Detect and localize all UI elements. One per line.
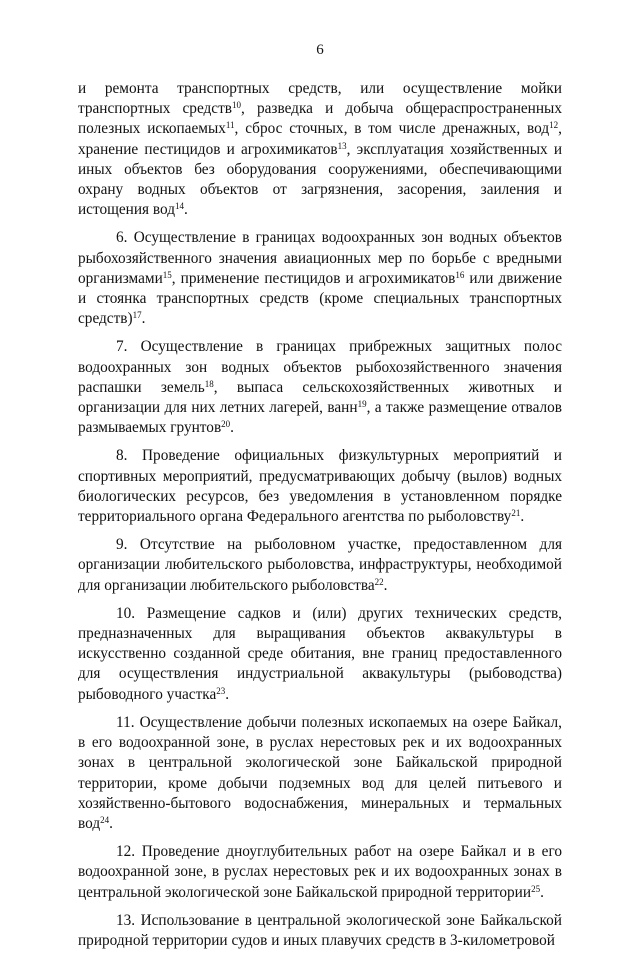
text-segment: . [141, 310, 146, 328]
footnote-ref[interactable]: 15 [162, 269, 172, 280]
text-segment: 11. Осуществление добычи полезных ископаемых на озере Байкал, в его водоохранной зоне, в руслах нерестовых рек и их водоохранных зонах в центральной экологической зоне Байкальской природной территории, кроме добычи подземных вод для целей питьевого и хозяйственно-бытового водоснабжения, минеральных и термальных вод [78, 713, 562, 832]
paragraph-item-7 [78, 337, 562, 438]
paragraph-item-6 [78, 228, 562, 329]
text-segment: и ремонта транспортных средств, или осуществление мойки транспортных средств [78, 80, 562, 118]
footnote-ref[interactable]: 16 [455, 269, 465, 280]
text-segment: , эксплуатация хозяйственных и иных объектов без оборудования сооружениями, обеспечивающими охрану водных объектов от загрязнения, засорения, заиления и истощения вод [78, 140, 563, 219]
paragraph-item-12 [78, 842, 562, 903]
text-segment: , применение пестицидов и агрохимикатов [171, 269, 456, 287]
footnote-ref[interactable]: 23 [216, 685, 226, 696]
footnote-ref[interactable]: 12 [549, 120, 559, 131]
text-segment: , разведка и добыча общераспространенных полезных ископаемых [78, 100, 562, 138]
footnote-ref[interactable]: 13 [337, 140, 347, 151]
paragraph-item-10 [78, 604, 562, 705]
text-segment: , выпаса сельскохозяйственных животных и организации для них летних лагерей, ванн [78, 378, 562, 417]
text-segment: . [225, 685, 230, 703]
text-segment: . [109, 814, 113, 832]
text-segment: , хранение пестицидов и агрохимикатов [78, 120, 562, 158]
paragraph-item-9 [78, 535, 562, 596]
footnote-ref[interactable]: 17 [132, 310, 142, 321]
text-segment: . [520, 508, 525, 526]
paragraph-item-8 [78, 446, 562, 527]
text-segment: 8. Проведение официальных физкультурных мероприятий и спортивных мероприятий, предусматривающих добычу (вылов) водных биологических ресурсов, без уведомления в установленном порядке территориального органа Федерального агентства по рыболовству [78, 447, 562, 526]
text-segment: 6. Осуществление в границах водоохранных зон водных объектов рыбохозяйственного значения авиационных мер по борьбе с вредными организмами [78, 229, 562, 287]
footnote-ref[interactable]: 20 [221, 419, 231, 430]
text-segment: . [230, 419, 234, 437]
text-segment: 12. Проведение дноуглубительных работ на озере Байкал и в его водоохранной зоне, в руслах нерестовых рек и их водоохранных зонах в центральной экологической зоне Байкальской природной территории [78, 843, 562, 901]
paragraph-item-13 [78, 911, 562, 951]
text-segment: 10. Размещение садков и (или) других технических средств, предназначенных для выращивания объектов аквакультуры в искусственно созданной среде обитания, вне границ предоставленного для осуществления индустриальной аквакультуры (рыбоводства) рыбоводного участка [78, 604, 562, 703]
footnote-ref[interactable]: 25 [531, 883, 541, 894]
footnote-ref[interactable]: 10 [232, 100, 242, 111]
text-segment: , сброс сточных, в том числе дренажных, вод [234, 120, 550, 138]
text-segment: . [383, 576, 388, 594]
text-segment: 7. Осуществление в границах прибрежных защитных полос водоохранных зон водных объектов рыбохозяйственного значения распашки земель [78, 338, 562, 396]
text-segment: 13. Использование в центральной экологической зоне Байкальской природной территории судов и иных плавучих средств в 3-километровой [78, 911, 562, 949]
paragraph-item-11 [78, 713, 562, 834]
footnote-ref[interactable]: 11 [225, 120, 235, 131]
footnote-ref[interactable]: 21 [511, 508, 521, 519]
text-segment: или движение и стоянка транспортных средств (кроме специальных транспортных средств) [78, 269, 562, 328]
text-segment: . [540, 883, 544, 901]
footnote-ref[interactable]: 19 [357, 399, 367, 410]
paragraph-continuation [78, 79, 562, 220]
page-number: 6 [316, 42, 324, 58]
text-segment: , а также размещение отвалов размываемых грунтов [78, 399, 562, 437]
text-segment: 9. Отсутствие на рыболовном участке, предоставленном для организации любительского рыболовства, инфраструктуры, необходимой для организации любительского рыболовства [78, 536, 562, 594]
footnote-ref[interactable]: 22 [374, 576, 384, 587]
text-segment: . [184, 201, 188, 219]
document-body [78, 79, 562, 959]
footnote-ref[interactable]: 18 [204, 378, 214, 389]
footnote-ref[interactable]: 14 [175, 201, 185, 212]
footnote-ref[interactable]: 24 [100, 814, 110, 825]
